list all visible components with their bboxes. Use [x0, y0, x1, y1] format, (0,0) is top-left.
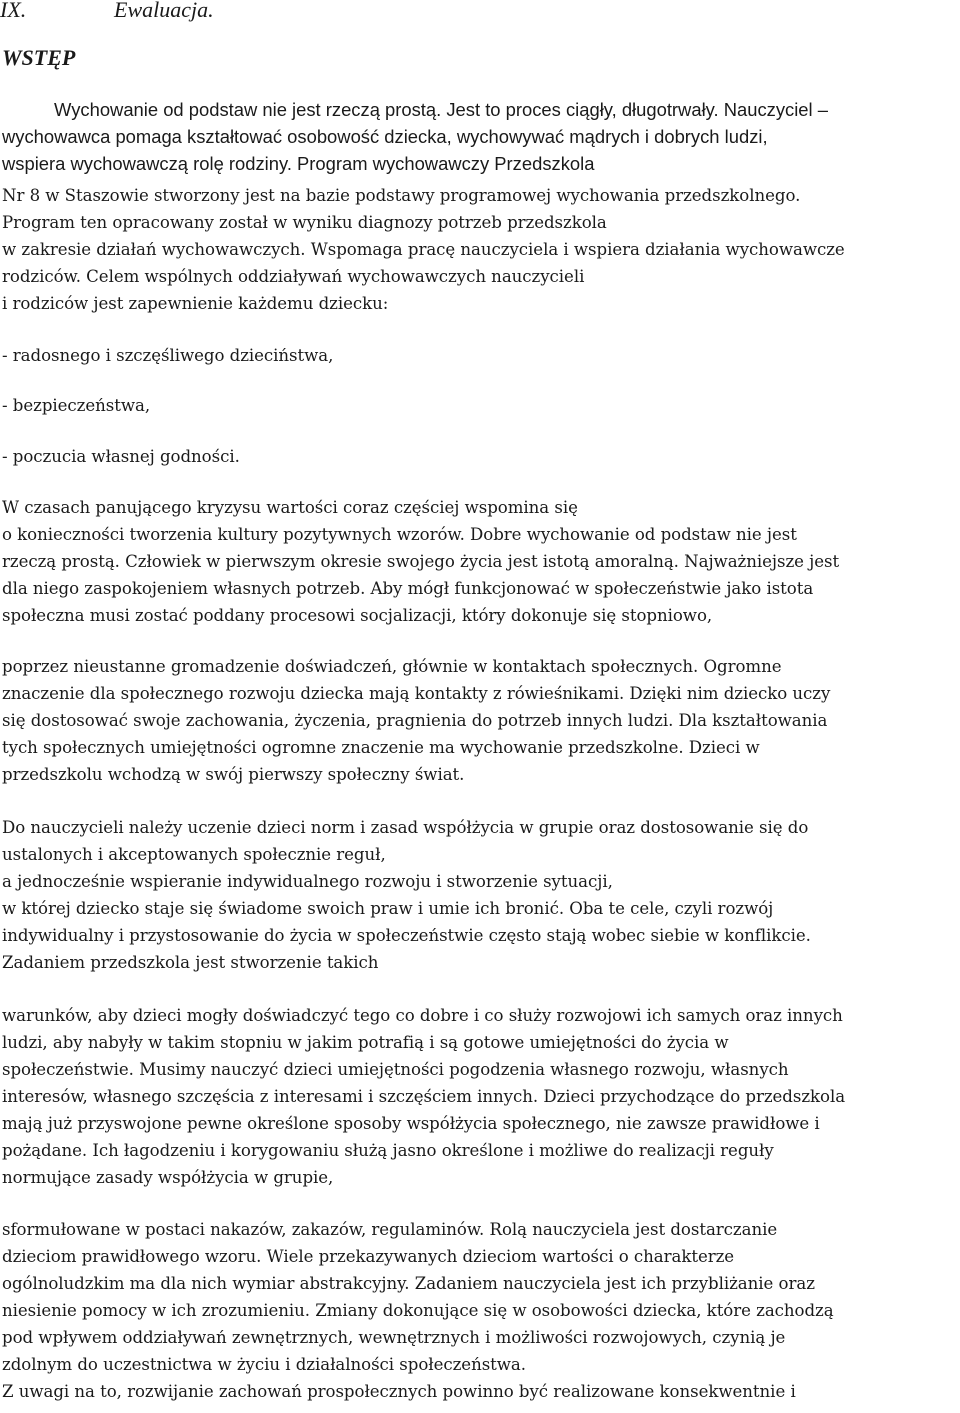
text-line: poprzez nieustanne gromadzenie doświadczeń, głównie w kontaktach społecznych. Ogromne: [2, 657, 782, 676]
section-title: Ewaluacja.: [114, 0, 214, 22]
text-line: społeczeństwie. Musimy nauczyć dzieci umiejętności pogodzenia własnego rozwoju, własnych: [2, 1060, 789, 1079]
text-line: Program ten opracowany został w wyniku diagnozy potrzeb przedszkola: [2, 213, 607, 232]
intro-heading: WSTĘP: [2, 45, 76, 70]
text-line: Zadaniem przedszkola jest stworzenie takich: [2, 953, 379, 972]
text-line: indywidualny i przystosowanie do życia w społeczeństwie często stają wobec siebie w konflikcie.: [2, 926, 811, 945]
section-number: IX.: [0, 0, 27, 22]
text-line: Do nauczycieli należy uczenie dzieci norm i zasad współżycia w grupie oraz dostosowanie się do: [2, 818, 809, 837]
text-line: wychowawca pomaga kształtować osobowość dziecka, wychowywać mądrych i dobrych ludzi,: [2, 126, 768, 147]
text-line: i rodziców jest zapewnienie każdemu dziecku:: [2, 294, 389, 313]
text-line: dzieciom prawidłowego wzoru. Wiele przekazywanych dzieciom wartości o charakterze: [2, 1247, 735, 1266]
text-line: interesów, własnego szczęścia z interesami i szczęściem innych. Dzieci przychodzące do przedszkola: [2, 1087, 846, 1106]
text-line: ogólnoludzkim ma dla nich wymiar abstrakcyjny. Zadaniem nauczyciela jest ich przybliżanie oraz: [2, 1274, 815, 1293]
text-line: warunków, aby dzieci mogły doświadczyć tego co dobre i co służy rozwojowi ich samych oraz innych: [2, 1006, 843, 1025]
text-line: pod wpływem oddziaływań zewnętrznych, wewnętrznych i możliwości rozwojowych, czynią je: [2, 1328, 786, 1347]
list-item: - bezpieczeństwa,: [2, 396, 151, 415]
text-line: ludzi, aby nabyły w takim stopniu w jakim potrafią i są gotowe umiejętności do życia w: [2, 1033, 729, 1052]
text-line: sformułowane w postaci nakazów, zakazów, regulaminów. Rolą nauczyciela jest dostarczanie: [2, 1220, 778, 1239]
text-line: a jednocześnie wspieranie indywidualnego rozwoju i stworzenie sytuacji,: [2, 872, 613, 891]
text-line: W czasach panującego kryzysu wartości coraz częściej wspomina się: [2, 498, 578, 517]
text-line: Z uwagi na to, rozwijanie zachowań prospołecznych powinno być realizowane konsekwentnie i: [2, 1382, 796, 1401]
text-line: pożądane. Ich łagodzeniu i korygowaniu służą jasno określone i możliwe do realizacji reguły: [2, 1141, 774, 1160]
text-line: Nr 8 w Staszowie stworzony jest na bazie podstawy programowej wychowania przedszkolnego.: [2, 186, 801, 205]
list-item: - poczucia własnej godności.: [2, 447, 240, 466]
text-line: ustalonych i akceptowanych społecznie reguł,: [2, 845, 386, 864]
text-line: o konieczności tworzenia kultury pozytywnych wzorów. Dobre wychowanie od podstaw nie jest: [2, 525, 797, 544]
text-line: w której dziecko staje się świadome swoich praw i umie ich bronić. Oba te cele, czyli rozwój: [2, 899, 774, 918]
text-line: wspiera wychowawczą rolę rodziny. Program wychowawczy Przedszkola: [2, 153, 595, 174]
text-line: dla niego zaspokojeniem własnych potrzeb. Aby mógł funkcjonować w społeczeństwie jako istota: [2, 579, 814, 598]
text-line: rodziców. Celem wspólnych oddziaływań wychowawczych nauczycieli: [2, 267, 585, 286]
text-line: społeczna musi zostać poddany procesowi socjalizacji, który dokonuje się stopniowo,: [2, 606, 713, 625]
text-line: mają już przyswojone pewne określone sposoby współżycia społecznego, nie zawsze prawidłowe i: [2, 1114, 820, 1133]
text-line: rzeczą prostą. Człowiek w pierwszym okresie swojego życia jest istotą amoralną. Najważniejsze jest: [2, 552, 840, 571]
text-line: w zakresie działań wychowawczych. Wspomaga pracę nauczyciela i wspiera działania wychowawcze: [2, 240, 845, 259]
text-line: przedszkolu wchodzą w swój pierwszy społeczny świat.: [2, 765, 465, 784]
text-line: normujące zasady współżycia w grupie,: [2, 1168, 334, 1187]
text-line: zdolnym do uczestnictwa w życiu i działalności społeczeństwa.: [2, 1355, 527, 1374]
text-line: niesienie pomocy w ich zrozumieniu. Zmiany dokonujące się w osobowości dziecka, które zachodzą: [2, 1301, 834, 1320]
text-line: znaczenie dla społecznego rozwoju dziecka mają kontakty z rówieśnikami. Dzięki nim dziecko uczy: [2, 684, 831, 703]
text-line: się dostosować swoje zachowania, życzenia, pragnienia do potrzeb innych ludzi. Dla kształtowania: [2, 711, 828, 730]
list-item: - radosnego i szczęśliwego dzieciństwa,: [2, 346, 334, 365]
text-line: Wychowanie od podstaw nie jest rzeczą prostą. Jest to proces ciągły, długotrwały. Nauczyciel –: [54, 99, 828, 120]
text-line: tych społecznych umiejętności ogromne znaczenie ma wychowanie przedszkolne. Dzieci w: [2, 738, 760, 757]
